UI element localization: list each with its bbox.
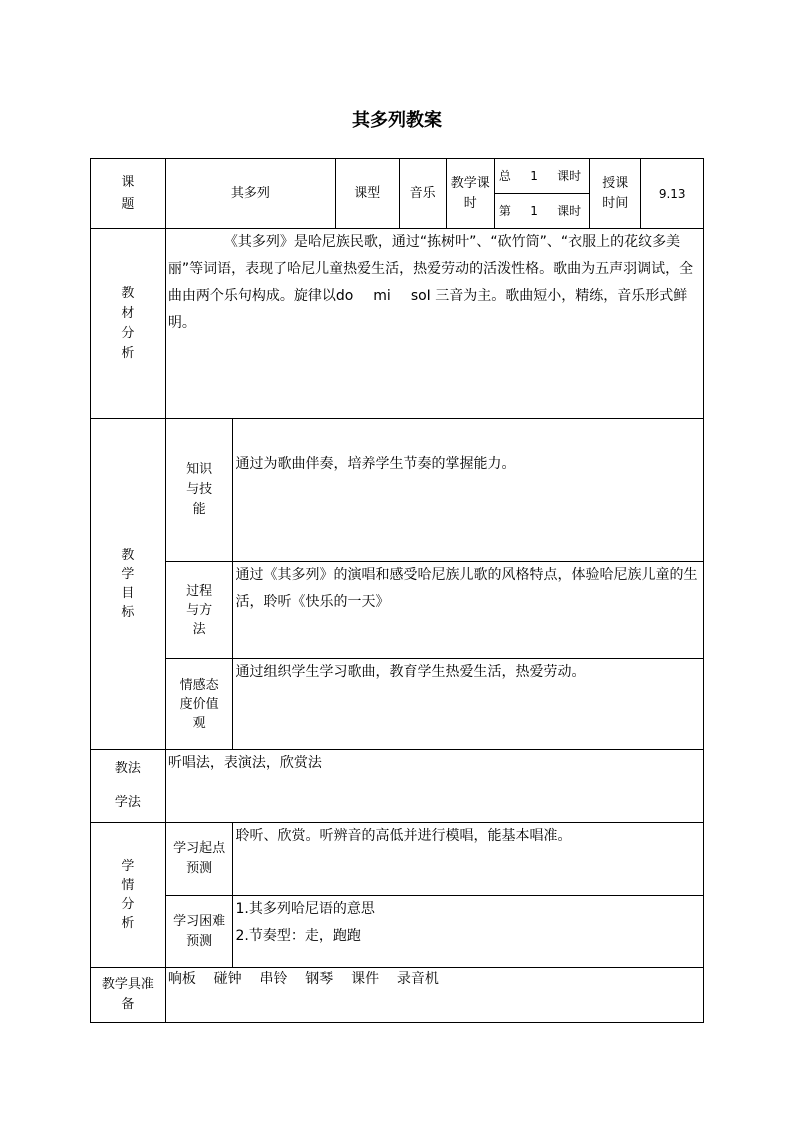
- start-label: 学习起点预测: [173, 841, 226, 876]
- total-value: 1: [530, 169, 538, 183]
- tools-label: 教学具准备: [101, 977, 154, 1012]
- tools-label-cell: [91, 968, 166, 1023]
- process-label: 过程与方法: [186, 583, 213, 637]
- difficulty-label: 学习困难预测: [173, 913, 226, 949]
- difficulty-item: 1.其多列哈尼语的意思: [235, 901, 375, 917]
- analysis-text: 《其多列》是哈尼族民歌，通过“拣树叶”、“砍竹筒”、“衣服上的花纹多美丽”等词语，表现了哈尼儿童热爱生活，热爱劳动的活泼性格。歌曲为五声羽调试，全曲由两个乐句构成。旋律以do: [167, 234, 694, 304]
- difficulty-text-cell: [233, 896, 704, 968]
- date-value: 9.13: [641, 159, 704, 229]
- total-prefix: 总: [498, 169, 511, 183]
- topic-label-cell: [91, 159, 166, 229]
- learning-label-cell: [91, 823, 166, 968]
- type-value: 音乐: [399, 159, 446, 229]
- process-text: 通过《其多列》的演唱和感受哈尼族儿歌的风格特点，体验哈尼族儿童的生活，聆听《快乐的一天》: [233, 562, 704, 659]
- analysis-label-cell: [91, 229, 166, 419]
- order-value: 1: [530, 204, 538, 218]
- emotion-text: 通过组织学生学习歌曲，教育学生热爱生活，热爱劳动。: [233, 659, 704, 750]
- analysis-text-cell: [165, 229, 703, 419]
- knowledge-text: 通过为歌曲伴奏，培养学生节奏的掌握能力。: [233, 419, 704, 562]
- analysis-text-tail: 三音为主。歌曲短小，精练，音乐形式鲜明。: [167, 288, 688, 331]
- date-label: 授课时间: [602, 175, 629, 211]
- total-hours-cell: [494, 159, 589, 194]
- difficulty-label-cell: [165, 896, 233, 968]
- analysis-label: 教材分析: [121, 285, 135, 361]
- start-text: 聆听、欣赏。听辨音的高低并进行模唱，能基本唱准。: [233, 823, 704, 896]
- goals-label: 教学目标: [121, 548, 135, 620]
- tool-item: 碰钟: [213, 971, 242, 987]
- order-prefix: 第: [498, 204, 511, 218]
- tools-text-cell: [165, 968, 703, 1023]
- tool-item: 钢琴: [305, 971, 334, 987]
- topic-label: 课题: [121, 174, 135, 212]
- hours-label: 教学课时: [450, 175, 490, 211]
- teach-method-label: 教法: [114, 761, 141, 776]
- lesson-order-cell: [494, 194, 589, 229]
- lesson-plan-table: [90, 158, 704, 1023]
- knowledge-label: 知识与技能: [186, 462, 213, 517]
- learning-label: 学情分析: [121, 859, 135, 931]
- emotion-label: 情感态度价值观: [179, 677, 219, 731]
- analysis-note-mi: mi: [373, 288, 391, 304]
- difficulty-item: 2.节奏型：走，跑跑: [235, 928, 361, 944]
- tool-item: 响板: [167, 971, 196, 987]
- hours-label-cell: [446, 159, 494, 229]
- emotion-label-cell: [165, 659, 233, 750]
- goals-label-cell: [91, 419, 166, 750]
- learn-method-label: 学法: [114, 795, 141, 810]
- tool-item: 课件: [351, 971, 380, 987]
- methods-text: 听唱法，表演法，欣赏法: [165, 750, 703, 823]
- total-unit: 课时: [557, 169, 582, 183]
- order-unit: 课时: [557, 204, 582, 218]
- methods-label-cell: [91, 750, 166, 823]
- process-label-cell: [165, 562, 233, 659]
- topic-value: 其多列: [165, 159, 335, 229]
- tool-item: 串铃: [259, 971, 288, 987]
- type-label: 课型: [335, 159, 399, 229]
- tool-item: 录音机: [396, 971, 439, 987]
- knowledge-label-cell: [165, 419, 233, 562]
- analysis-note-sol: soI: [410, 288, 431, 304]
- document-title: 其多列教案: [352, 110, 442, 131]
- start-label-cell: [165, 823, 233, 896]
- date-label-cell: [590, 159, 641, 229]
